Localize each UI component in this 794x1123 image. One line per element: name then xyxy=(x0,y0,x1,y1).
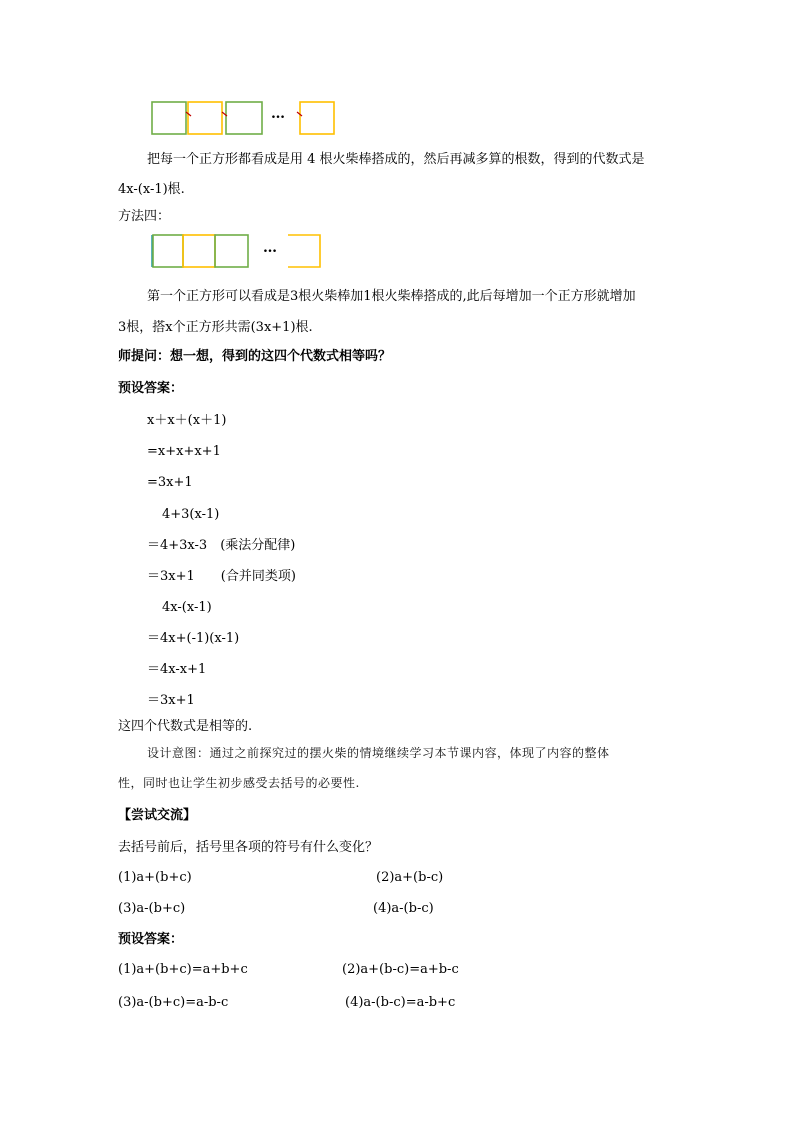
derivation-line-2: =x+x+x+1 xyxy=(147,444,221,459)
section-heading: 【尝试交流】 xyxy=(118,808,197,823)
square-2 xyxy=(183,235,215,267)
answer-4: (4)a-(b-c)=a-b+c xyxy=(345,995,456,1010)
preset-answer-label-2: 预设答案： xyxy=(118,932,184,947)
paragraph-method3-line1: 把每一个正方形都看成是用 4 根火柴棒搭成的，然后再减多算的根数，得到的代数式是 xyxy=(147,152,645,167)
ellipsis-2: … xyxy=(263,240,278,256)
conclusion: 这四个代数式是相等的. xyxy=(118,719,253,734)
preset-answer-label-1: 预设答案： xyxy=(118,381,184,396)
square-last xyxy=(288,235,320,267)
paragraph-method4-line2: 3根，搭x个正方形共需(3x+1)根. xyxy=(118,320,313,335)
answer-2: (2)a+(b-c)=a+b-c xyxy=(342,962,459,977)
design-intent-line2: 性，同时也让学生初步感受去括号的必要性. xyxy=(118,776,360,790)
paragraph-method3-line2: 4x-(x-1)根. xyxy=(118,182,185,197)
design-intent-line1: 设计意图：通过之前探究过的摆火柴的情境继续学习本节课内容，体现了内容的整体 xyxy=(147,746,610,760)
derivation-line-4: 4+3(x-1) xyxy=(162,507,220,522)
exercise-1: (1)a+(b+c) xyxy=(118,870,192,885)
derivation-line-6: ＝3x+1 (合并同类项) xyxy=(147,569,296,584)
question: 去括号前后，括号里各项的符号有什么变化？ xyxy=(118,840,379,855)
square-last xyxy=(300,102,334,134)
answer-3: (3)a-(b+c)=a-b-c xyxy=(118,995,229,1010)
method4-heading: 方法四： xyxy=(118,209,171,224)
square-2 xyxy=(188,102,222,134)
derivation-line-8: ＝4x+(-1)(x-1) xyxy=(147,631,240,646)
derivation-line-3: =3x+1 xyxy=(147,475,193,490)
derivation-line-7: 4x-(x-1) xyxy=(162,600,212,615)
derivation-line-10: ＝3x+1 xyxy=(147,693,195,708)
paragraph-method4-line1: 第一个正方形可以看成是3根火柴棒加1根火柴棒搭成的,此后每增加一个正方形就增加 xyxy=(147,289,636,304)
ellipsis-1: … xyxy=(271,106,286,122)
answer-1: (1)a+(b+c)=a+b+c xyxy=(118,962,248,977)
teacher-question: 师提问：想一想，得到的这四个代数式相等吗？ xyxy=(118,349,392,364)
square-1 xyxy=(153,235,183,267)
exercise-3: (3)a-(b+c) xyxy=(118,901,186,916)
matchstick-figure-1 xyxy=(150,100,340,136)
square-3 xyxy=(226,102,262,134)
derivation-line-9: ＝4x-x+1 xyxy=(147,662,207,677)
square-1 xyxy=(152,102,186,134)
derivation-line-5: ＝4+3x-3 (乘法分配律) xyxy=(147,538,296,553)
exercise-4: (4)a-(b-c) xyxy=(373,901,434,916)
derivation-line-1: x＋x＋(x＋1) xyxy=(147,413,227,428)
square-3 xyxy=(215,235,248,267)
matchstick-figure-2 xyxy=(150,233,325,271)
exercise-2: (2)a+(b-c) xyxy=(376,870,444,885)
